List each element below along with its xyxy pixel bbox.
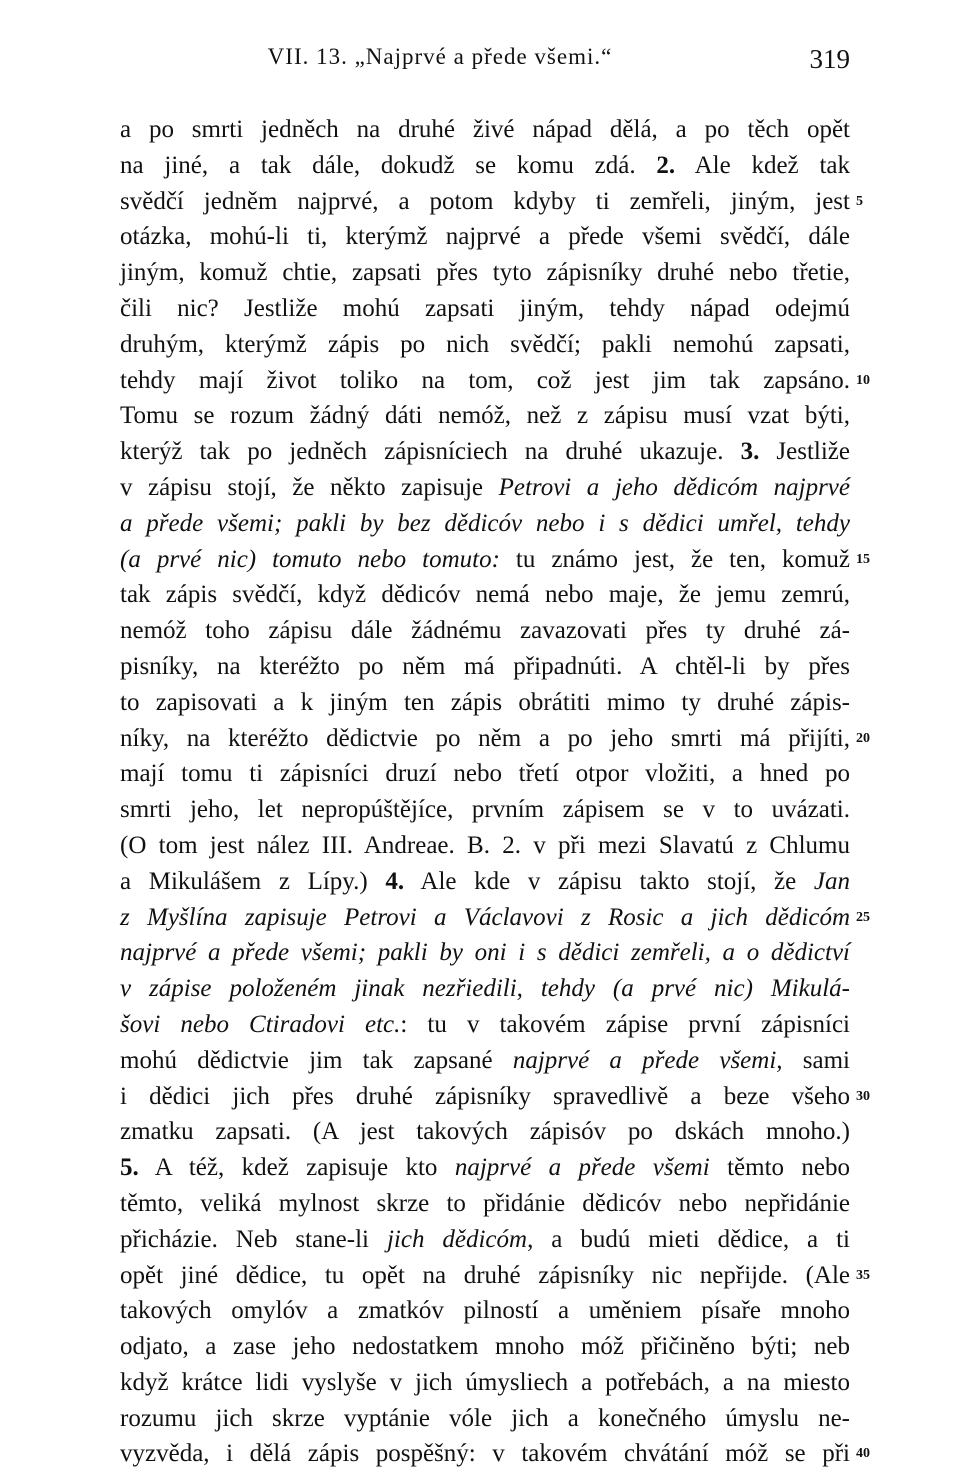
text-line: Tomu se rozum žádný dáti nemóž, než z zápisu musí vzat býti, [120,402,850,430]
text-line: když krátce lidi vyslyše v jich úmysliech a potřebách, a na miesto [120,1368,850,1396]
text-line: smrti jeho, let nepropúštějíce, prvním zápisem se v to uvázati. [120,796,850,824]
text-line: druhým, kterýmž zápis po nich svědčí; pakli nemohú zapsati, [120,330,850,358]
text-line: takových omylóv a zmatkóv pilností a uměniem písaře mnoho [120,1297,850,1325]
text-line: pisníky, na kteréžto po něm má připadnúti. A chtěl-li by přes [120,652,850,680]
text-line: níky, na kteréžto dědictvie po něm a po jeho smrti má přijíti, 20 [120,721,850,757]
line-number: 5 [856,193,863,209]
text-line: kterýž tak po jedněch zápisníciech na druhé ukazuje. 3. Jestliže [120,438,850,466]
text-line: a Mikulášem z Lípy.) 4. Ale kde v zápisu takto stojí, že Jan [120,867,850,895]
text-line: zmatku zapsati. (A jest takových zápisóv po dskách mnoho.) [120,1118,850,1146]
text-line: na jiné, a tak dále, dokudž se komu zdá. 2. Ale kdež tak [120,151,850,179]
text-line: jiným, komuž chtie, zapsati přes tyto zápisníky druhé nebo třetie, [120,259,850,287]
page-header [120,44,850,84]
line-number: 25 [856,909,870,925]
text-line: tak zápis svědčí, když dědicóv nemá nebo maje, že jemu zemrú, [120,581,850,609]
text-line: nemóž toho zápisu dále žádnému zavazovati přes ty druhé zá- [120,617,850,645]
line-number: 15 [856,551,870,567]
line-number: 10 [856,372,870,388]
text-line: mají tomu ti zápisníci druzí nebo třetí otpor vložiti, a hned po [120,760,850,788]
text-line: těmto, veliká mylnost skrze to přidánie dědicóv nebo nepřidánie [120,1189,850,1217]
line-number: 35 [856,1267,870,1283]
text-line: a po smrti jedněch na druhé živé nápad dělá, a po těch opět [120,116,850,143]
text-line: to zapisovati a k jiným ten zápis obrátiti mimo ty druhé zápis- [120,688,850,716]
text-line: otázka, mohú-li ti, kterýmž najprvé a přede všemi svědčí, dále [120,223,850,251]
text-line: i dědici jich přes druhé zápisníky spravedlivě a beze všeho 30 [120,1079,850,1115]
line-number: 30 [856,1088,870,1104]
text-line: rozumu jich skrze vyptánie vóle jich a konečného úmyslu ne- [120,1404,850,1432]
text-line: odjato, a zase jeho nedostatkem mnoho móž přičiněno býti; neb [120,1333,850,1361]
text-line: tehdy mají život toliko na tom, což jest jim tak zapsáno. 10 [120,363,850,399]
line-number: 20 [856,730,870,746]
text-line: z Myšlína zapisuje Petrovi a Václavovi z Rosic a jich dědicóm 25 [120,900,850,936]
text-line: a přede všemi; pakli by bez dědicóv nebo i s dědici umřel, tehdy [120,509,850,537]
text-line: přicházie. Neb stane-li jich dědicóm, a budú mieti dědice, a ti [120,1225,851,1253]
text-line: svědčí jedněm najprvé, a potom kdyby ti zemřeli, jiným, jest 5 [120,184,850,220]
text-line: čili nic? Jestliže mohú zapsati jiným, tehdy nápad odejmú [120,294,850,322]
running-head: VII. 13. „Najprvé a přede všemi.“ [267,44,613,69]
text-line: mohú dědictvie jim tak zapsané najprvé a přede všemi, sami [120,1046,850,1074]
line-number: 40 [856,1446,870,1462]
text-line: šovi nebo Ctiradovi etc.: tu v takovém zápise první zápisníci [120,1010,850,1038]
text-line: opět jiné dědice, tu opět na druhé zápisníky nic nepřijde. (Ale 35 [120,1258,850,1294]
body-text [120,112,870,1472]
text-line: v zápise položeném jinak nezřiedili, tehdy (a prvé nic) Mikulá- [120,975,850,1003]
text-line: v zápisu stojí, že někto zapisuje Petrovi a jeho dědicóm najprvé [120,473,850,501]
text-line: vyzvěda, i dělá zápis pospěšný: v takovém chvátání móž se při 40 [120,1436,850,1472]
text-line: (O tom jest nález III. Andreae. B. 2. v při mezi Slavatú z Chlumu [120,831,850,859]
text-line: najprvé a přede všemi; pakli by oni i s dědici zemřeli, a o dědictví [120,939,850,967]
text-line: 5. A též, kdež zapisuje kto najprvé a přede všemi těmto nebo [120,1154,850,1182]
text-line: (a prvé nic) tomuto nebo tomuto: tu známo jest, že ten, komuž 15 [120,542,850,578]
page-number: 319 [809,44,850,74]
